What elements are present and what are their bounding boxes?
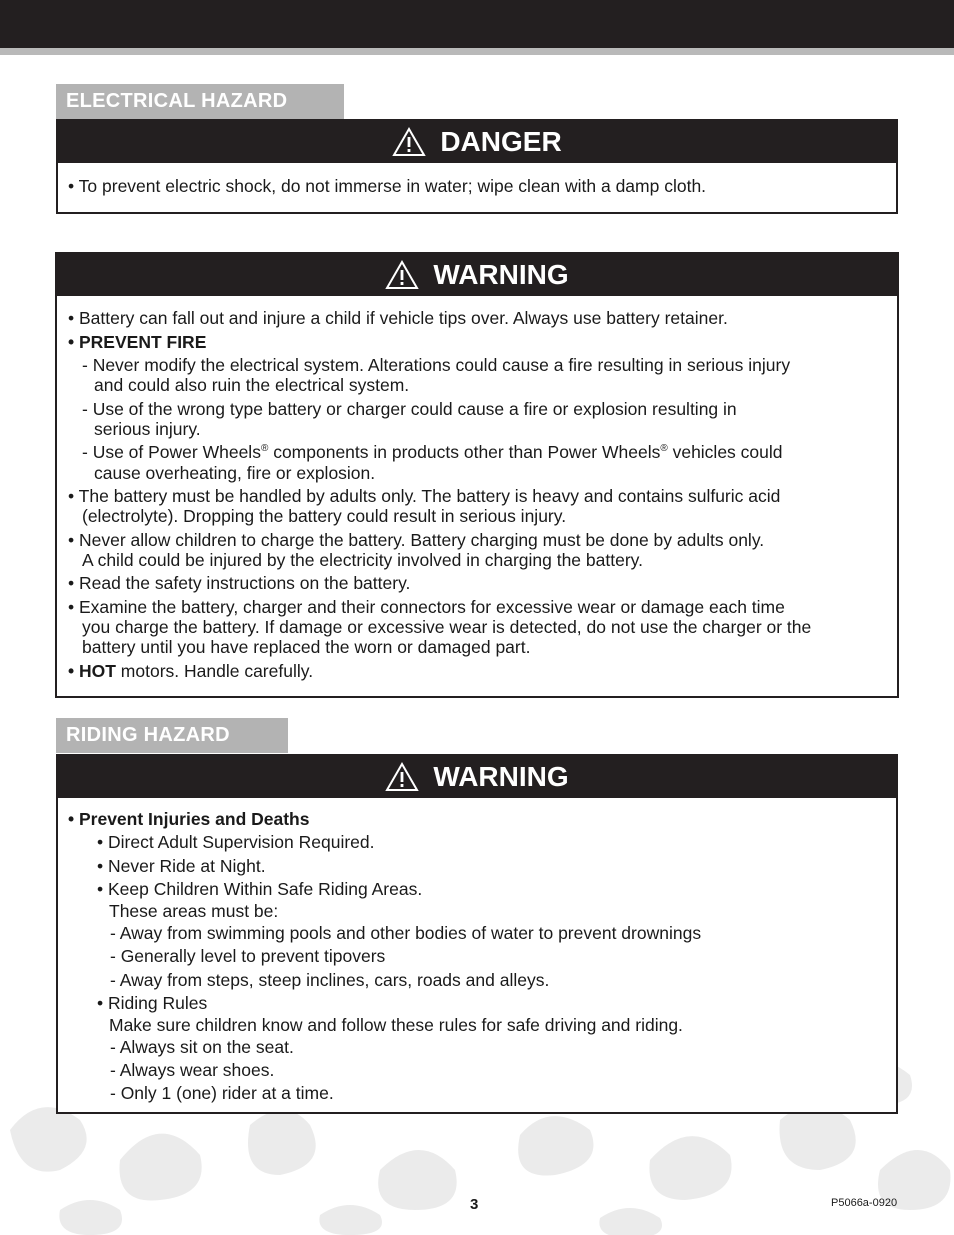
steps-line: - Away from steps, steep inclines, cars, roads and alleys. — [110, 970, 550, 990]
pools-line: - Away from swimming pools and other bodies of water to prevent drownings — [110, 923, 702, 943]
charging-line: • Never allow children to charge the battery. Battery charging must be done by adults only. — [68, 530, 765, 550]
document-code: P5066a-0920 — [831, 1197, 898, 1209]
supervision-line: • Direct Adult Supervision Required. — [97, 832, 375, 852]
warning-triangle-icon — [392, 127, 426, 157]
power-wheels-line — [82, 442, 783, 462]
modify-line-cont: and could also ruin the electrical system. — [94, 375, 410, 395]
adults-only-line: • The battery must be handled by adults only. The battery is heavy and contains sulfuric acid — [68, 486, 781, 506]
read-instructions-line: • Read the safety instructions on the battery. — [68, 573, 411, 593]
warning-header-2 — [58, 756, 896, 798]
power-wheels-part-c: vehicles could — [667, 442, 783, 462]
page-number: 3 — [470, 1196, 479, 1213]
wrong-battery-line-cont: serious injury. — [94, 419, 201, 439]
hot-label: • HOT — [68, 661, 116, 681]
danger-header — [58, 121, 896, 163]
areas-intro-line: These areas must be: — [109, 901, 279, 921]
battery-line: • Battery can fall out and injure a child if vehicle tips over. Always use battery retainer. — [68, 308, 728, 328]
danger-title: DANGER — [440, 126, 562, 157]
night-line: • Never Ride at Night. — [97, 856, 266, 876]
electrical-hazard-tab: ELECTRICAL HAZARD — [56, 84, 344, 119]
examine-line: • Examine the battery, charger and their connectors for excessive wear or damage each time — [68, 597, 785, 617]
power-wheels-part-b: components in products other than Power Wheels — [268, 442, 661, 462]
hot-motors-text: motors. Handle carefully. — [115, 661, 314, 681]
modify-line: - Never modify the electrical system. Alterations could cause a fire resulting in serious injury — [82, 355, 791, 375]
shoes-line: - Always wear shoes. — [110, 1060, 275, 1080]
level-line: - Generally level to prevent tipovers — [110, 946, 386, 966]
riding-hazard-tab: RIDING HAZARD — [56, 718, 288, 753]
warning-header-1 — [57, 254, 897, 296]
charging-line-cont: A child could be injured by the electricity involved in charging the battery. — [82, 550, 643, 570]
top-bar — [0, 0, 954, 48]
top-stripe — [0, 48, 954, 55]
danger-text: • To prevent electric shock, do not immerse in water; wipe clean with a damp cloth. — [68, 176, 707, 196]
warning-triangle-icon — [385, 762, 419, 792]
power-wheels-part-a: - Use of Power Wheels — [82, 442, 261, 462]
warning-triangle-icon — [385, 260, 419, 290]
warning-box-riding — [56, 754, 898, 1114]
registered-mark: ® — [260, 443, 269, 455]
safe-areas-line: • Keep Children Within Safe Riding Areas. — [97, 879, 423, 899]
registered-mark: ® — [660, 443, 668, 455]
danger-box — [56, 119, 898, 214]
riding-rules-line: • Riding Rules — [97, 993, 208, 1013]
warning-title-2: WARNING — [433, 761, 569, 792]
examine-line-cont: you charge the battery. If damage or excessive wear is detected, do not use the charger or the — [82, 617, 812, 637]
danger-body — [58, 163, 896, 196]
seat-line: - Always sit on the seat. — [110, 1037, 294, 1057]
prevent-fire-heading: • PREVENT FIRE — [68, 332, 207, 352]
adults-only-line-cont: (electrolyte). Dropping the battery could result in serious injury. — [82, 506, 567, 526]
rules-intro-line: Make sure children know and follow these rules for safe driving and riding. — [109, 1015, 683, 1035]
one-rider-line: - Only 1 (one) rider at a time. — [110, 1083, 334, 1103]
examine-line-cont-2: battery until you have replaced the worn or damaged part. — [82, 637, 531, 657]
hot-motors-line — [68, 661, 313, 681]
prevent-injuries-heading: • Prevent Injuries and Deaths — [68, 809, 310, 829]
warning-box-electrical — [55, 252, 899, 698]
power-wheels-line-cont: cause overheating, fire or explosion. — [94, 463, 376, 483]
wrong-battery-line: - Use of the wrong type battery or charger could cause a fire or explosion resulting in — [82, 399, 737, 419]
warning-title-1: WARNING — [433, 259, 569, 290]
